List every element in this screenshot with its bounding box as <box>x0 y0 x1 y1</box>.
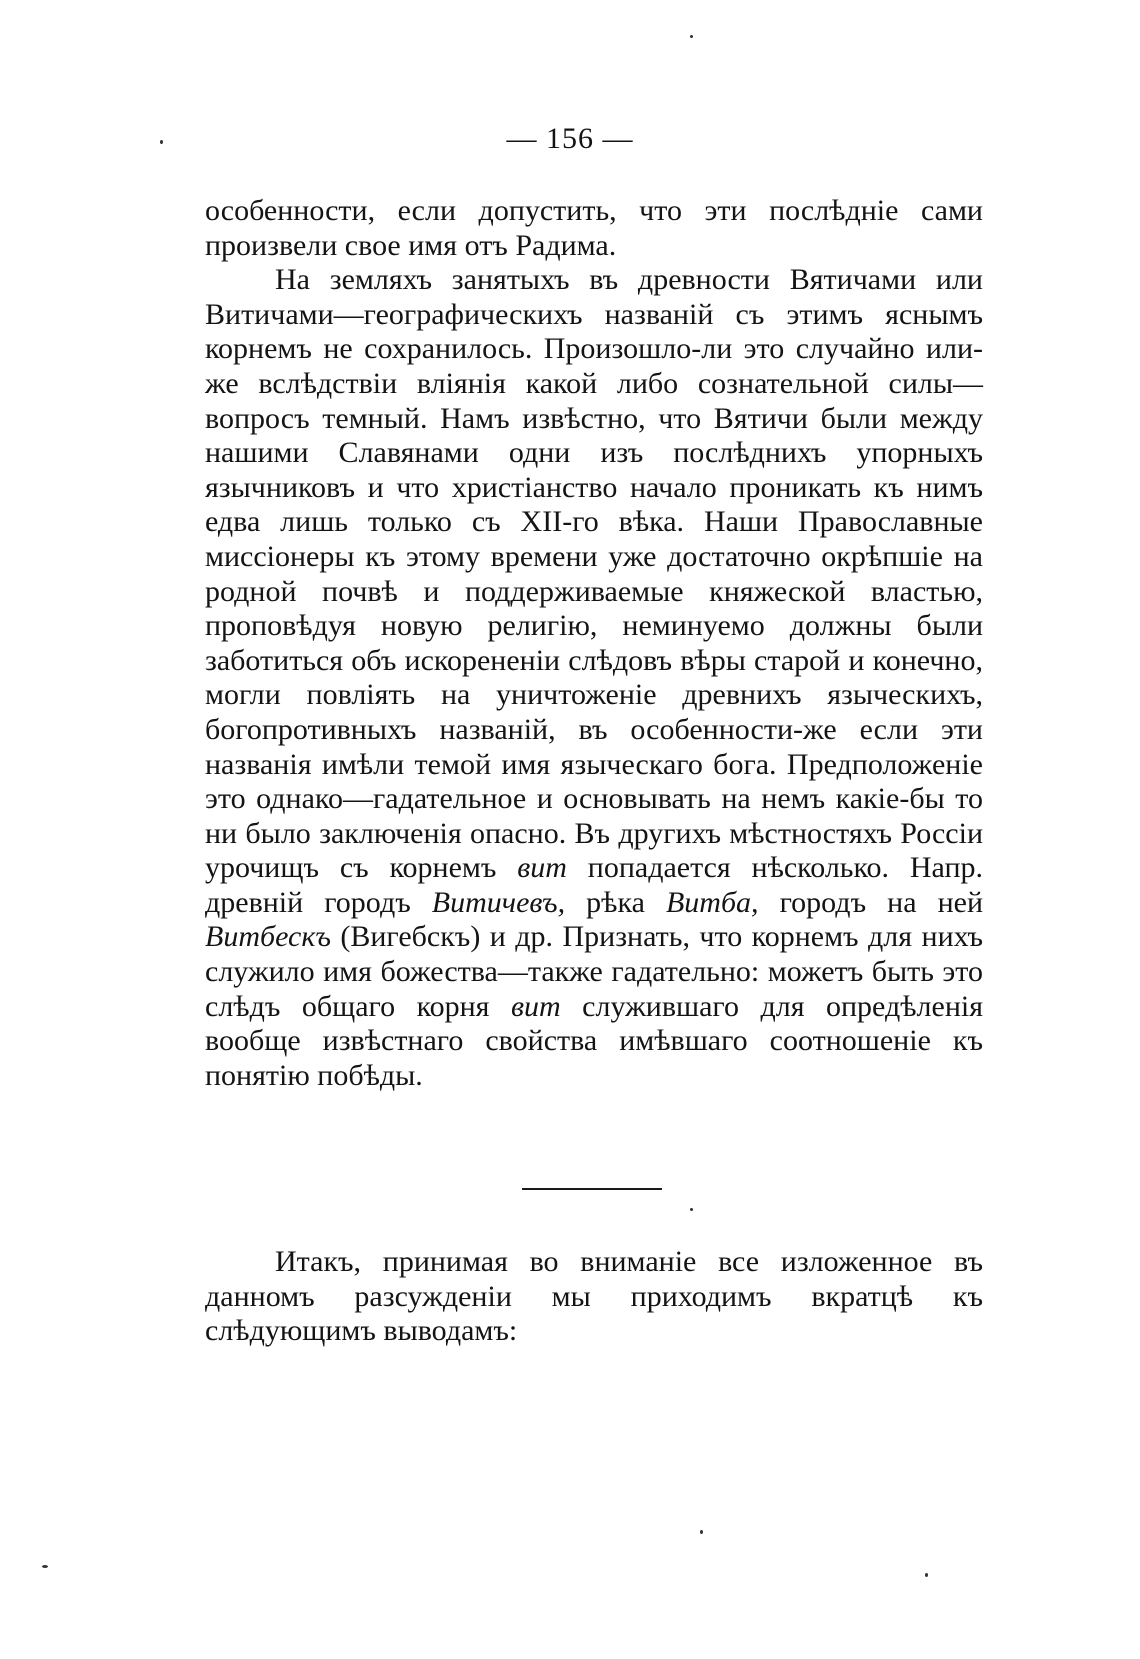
italic-root-vit: вит <box>517 851 567 885</box>
paragraph-text: служившаго для опредѣленія вообще извѣстнаго свойства имѣвшаго соотношеніе къ понятію побѣды. <box>205 989 984 1092</box>
paragraph-vyatichi <box>205 263 983 1093</box>
paragraph-text: попадается нѣсколько. Напр. древній городъ <box>205 851 984 919</box>
paragraph-text: (Вигебскъ) и др. Признать, что корнемъ для нихъ служило имя божества—также гадательно: можетъ быть это слѣдъ общаго корня <box>205 920 983 1023</box>
italic-root-vit: вит <box>510 989 561 1023</box>
scan-speck <box>925 1573 928 1577</box>
italic-place-name: Витичевъ, <box>431 885 566 919</box>
scan-speck <box>160 140 163 144</box>
scan-speck <box>700 1530 703 1534</box>
paragraph-conclusion: Итакъ, принимая во вниманіе все изложенное въ данномъ разсужденіи мы приходимъ вкратцѣ къ слѣдующимъ выводамъ: <box>205 1245 983 1348</box>
section-divider <box>522 1188 662 1190</box>
page-number: — 156 — <box>506 122 634 155</box>
paragraph-continuation: особенности, если допустить, что эти послѣдніе сами произвели свое имя отъ Радима. <box>205 194 983 262</box>
paragraph-text: На земляхъ занятыхъ въ древности Вятичами или Витичами—географическихъ названій съ этимъ яснымъ корнемъ не сохранилось. Произошло-ли это случайно или-же вслѣдствіи вліянія какой либо сознательной силы—вопросъ темный. Намъ извѣстно, что Вятичи были между нашими Славянами одни изъ послѣднихъ упорныхъ язычниковъ и что христіанство начало проникать къ нимъ едва лишь только съ XII-го вѣка. Наши Православные миссіонеры къ этому времени уже достаточно окрѣпшіе на родной почвѣ и поддерживаемые княжеской властью, проповѣдуя новую религію, неминуемо должны были заботиться объ искорененіи слѣдовъ вѣры старой и конечно, могли повліять на уничтоженіе древнихъ языческихъ, богопротивныхъ названій, въ особенности-же если эти названія имѣли темой имя языческаго бога. Предположеніе это однако—гадательное и основывать на немъ какіе-бы то ни было заключенія опасно. Въ другихъ мѣстностяхъ Россіи урочищъ съ корнемъ <box>205 263 983 885</box>
paragraph-text: городъ на ней <box>779 885 983 919</box>
conclusion-text <box>205 1245 983 1349</box>
scan-speck <box>42 1565 48 1568</box>
paragraph-text: рѣка <box>586 885 645 919</box>
scan-speck <box>690 1208 693 1211</box>
main-text <box>205 194 983 1093</box>
italic-place-name: Витбескъ <box>205 920 331 954</box>
scan-speck <box>690 35 693 38</box>
italic-place-name: Витба, <box>665 885 759 919</box>
